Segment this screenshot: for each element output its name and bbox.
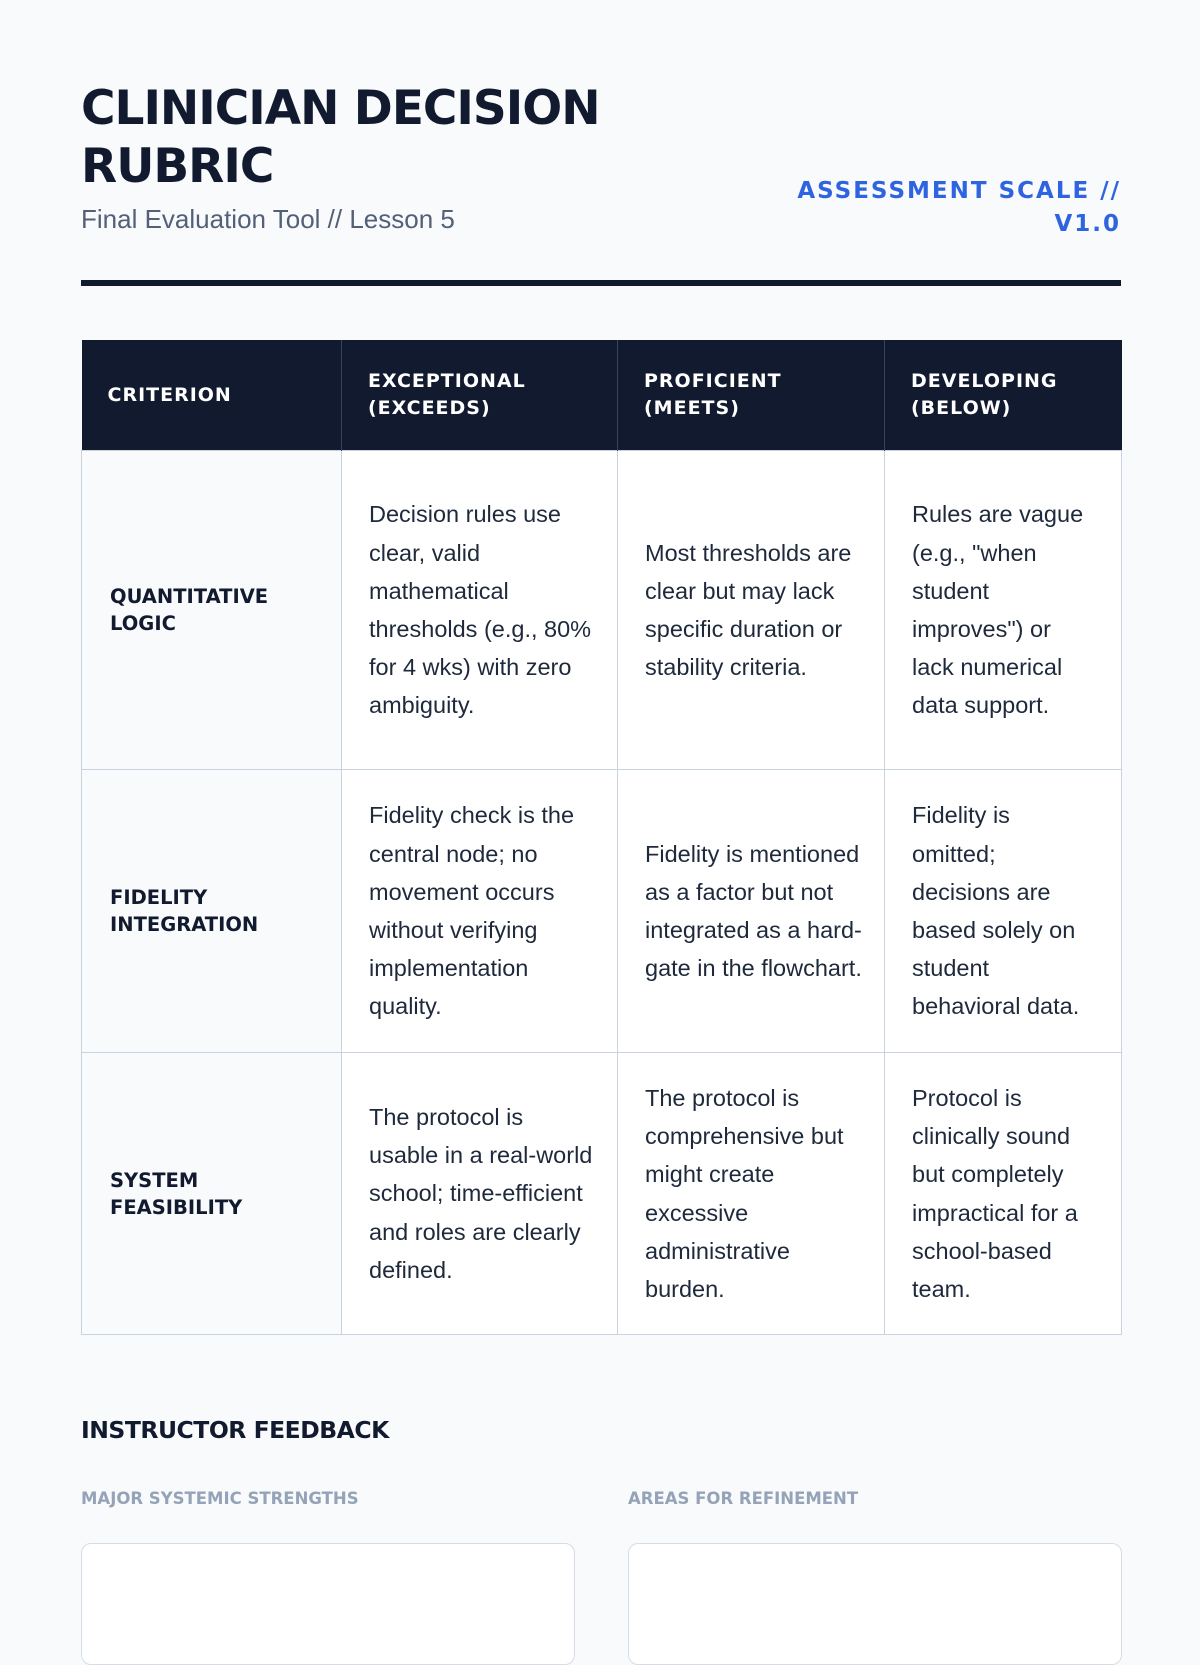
rubric-header-row	[82, 340, 1122, 451]
table-row	[82, 451, 1122, 770]
developing-cell: Fidelity is omitted; decisions are based solely on student behavioral data.	[885, 770, 1122, 1053]
strengths-label: MAJOR SYSTEMIC STRENGTHS	[81, 1489, 359, 1508]
exceptional-cell: Decision rules use clear, valid mathematical thresholds (e.g., 80% for 4 wks) with zero ambiguity.	[342, 451, 618, 770]
rubric-header	[81, 80, 1121, 250]
table-row	[82, 1053, 1122, 1335]
criterion-cell: FIDELITY INTEGRATION	[82, 770, 342, 1053]
refinement-field[interactable]	[628, 1543, 1122, 1665]
refinement-label: AREAS FOR REFINEMENT	[628, 1489, 859, 1508]
rubric-table	[81, 340, 1122, 1335]
feedback-title: INSTRUCTOR FEEDBACK	[81, 1416, 389, 1444]
developing-cell: Rules are vague (e.g., "when student improves") or lack numerical data support.	[885, 451, 1122, 770]
developing-cell: Protocol is clinically sound but completely impractical for a school-based team.	[885, 1053, 1122, 1335]
strengths-field[interactable]	[81, 1543, 575, 1665]
page-subtitle: Final Evaluation Tool // Lesson 5	[81, 204, 455, 234]
proficient-cell: Fidelity is mentioned as a factor but not integrated as a hard-gate in the flowchart.	[618, 770, 885, 1053]
column-header-exceptional: EXCEPTIONAL (EXCEEDS)	[342, 340, 618, 451]
exceptional-cell: The protocol is usable in a real-world school; time-efficient and roles are clearly defined.	[342, 1053, 618, 1335]
column-header-developing: DEVELOPING (BELOW)	[885, 340, 1122, 451]
assessment-scale-label: ASSESSMENT SCALE // V1.0	[797, 178, 1121, 237]
proficient-cell: The protocol is comprehensive but might create excessive administrative burden.	[618, 1053, 885, 1335]
criterion-cell: QUANTITATIVE LOGIC	[82, 451, 342, 770]
header-divider	[81, 280, 1121, 286]
page-title: CLINICIAN DECISION RUBRIC	[81, 81, 600, 194]
exceptional-cell: Fidelity check is the central node; no movement occurs without verifying implementation quality.	[342, 770, 618, 1053]
criterion-cell: SYSTEM FEASIBILITY	[82, 1053, 342, 1335]
column-header-proficient: PROFICIENT (MEETS)	[618, 340, 885, 451]
column-header-criterion: CRITERION	[82, 340, 342, 451]
table-row	[82, 770, 1122, 1053]
proficient-cell: Most thresholds are clear but may lack specific duration or stability criteria.	[618, 451, 885, 770]
